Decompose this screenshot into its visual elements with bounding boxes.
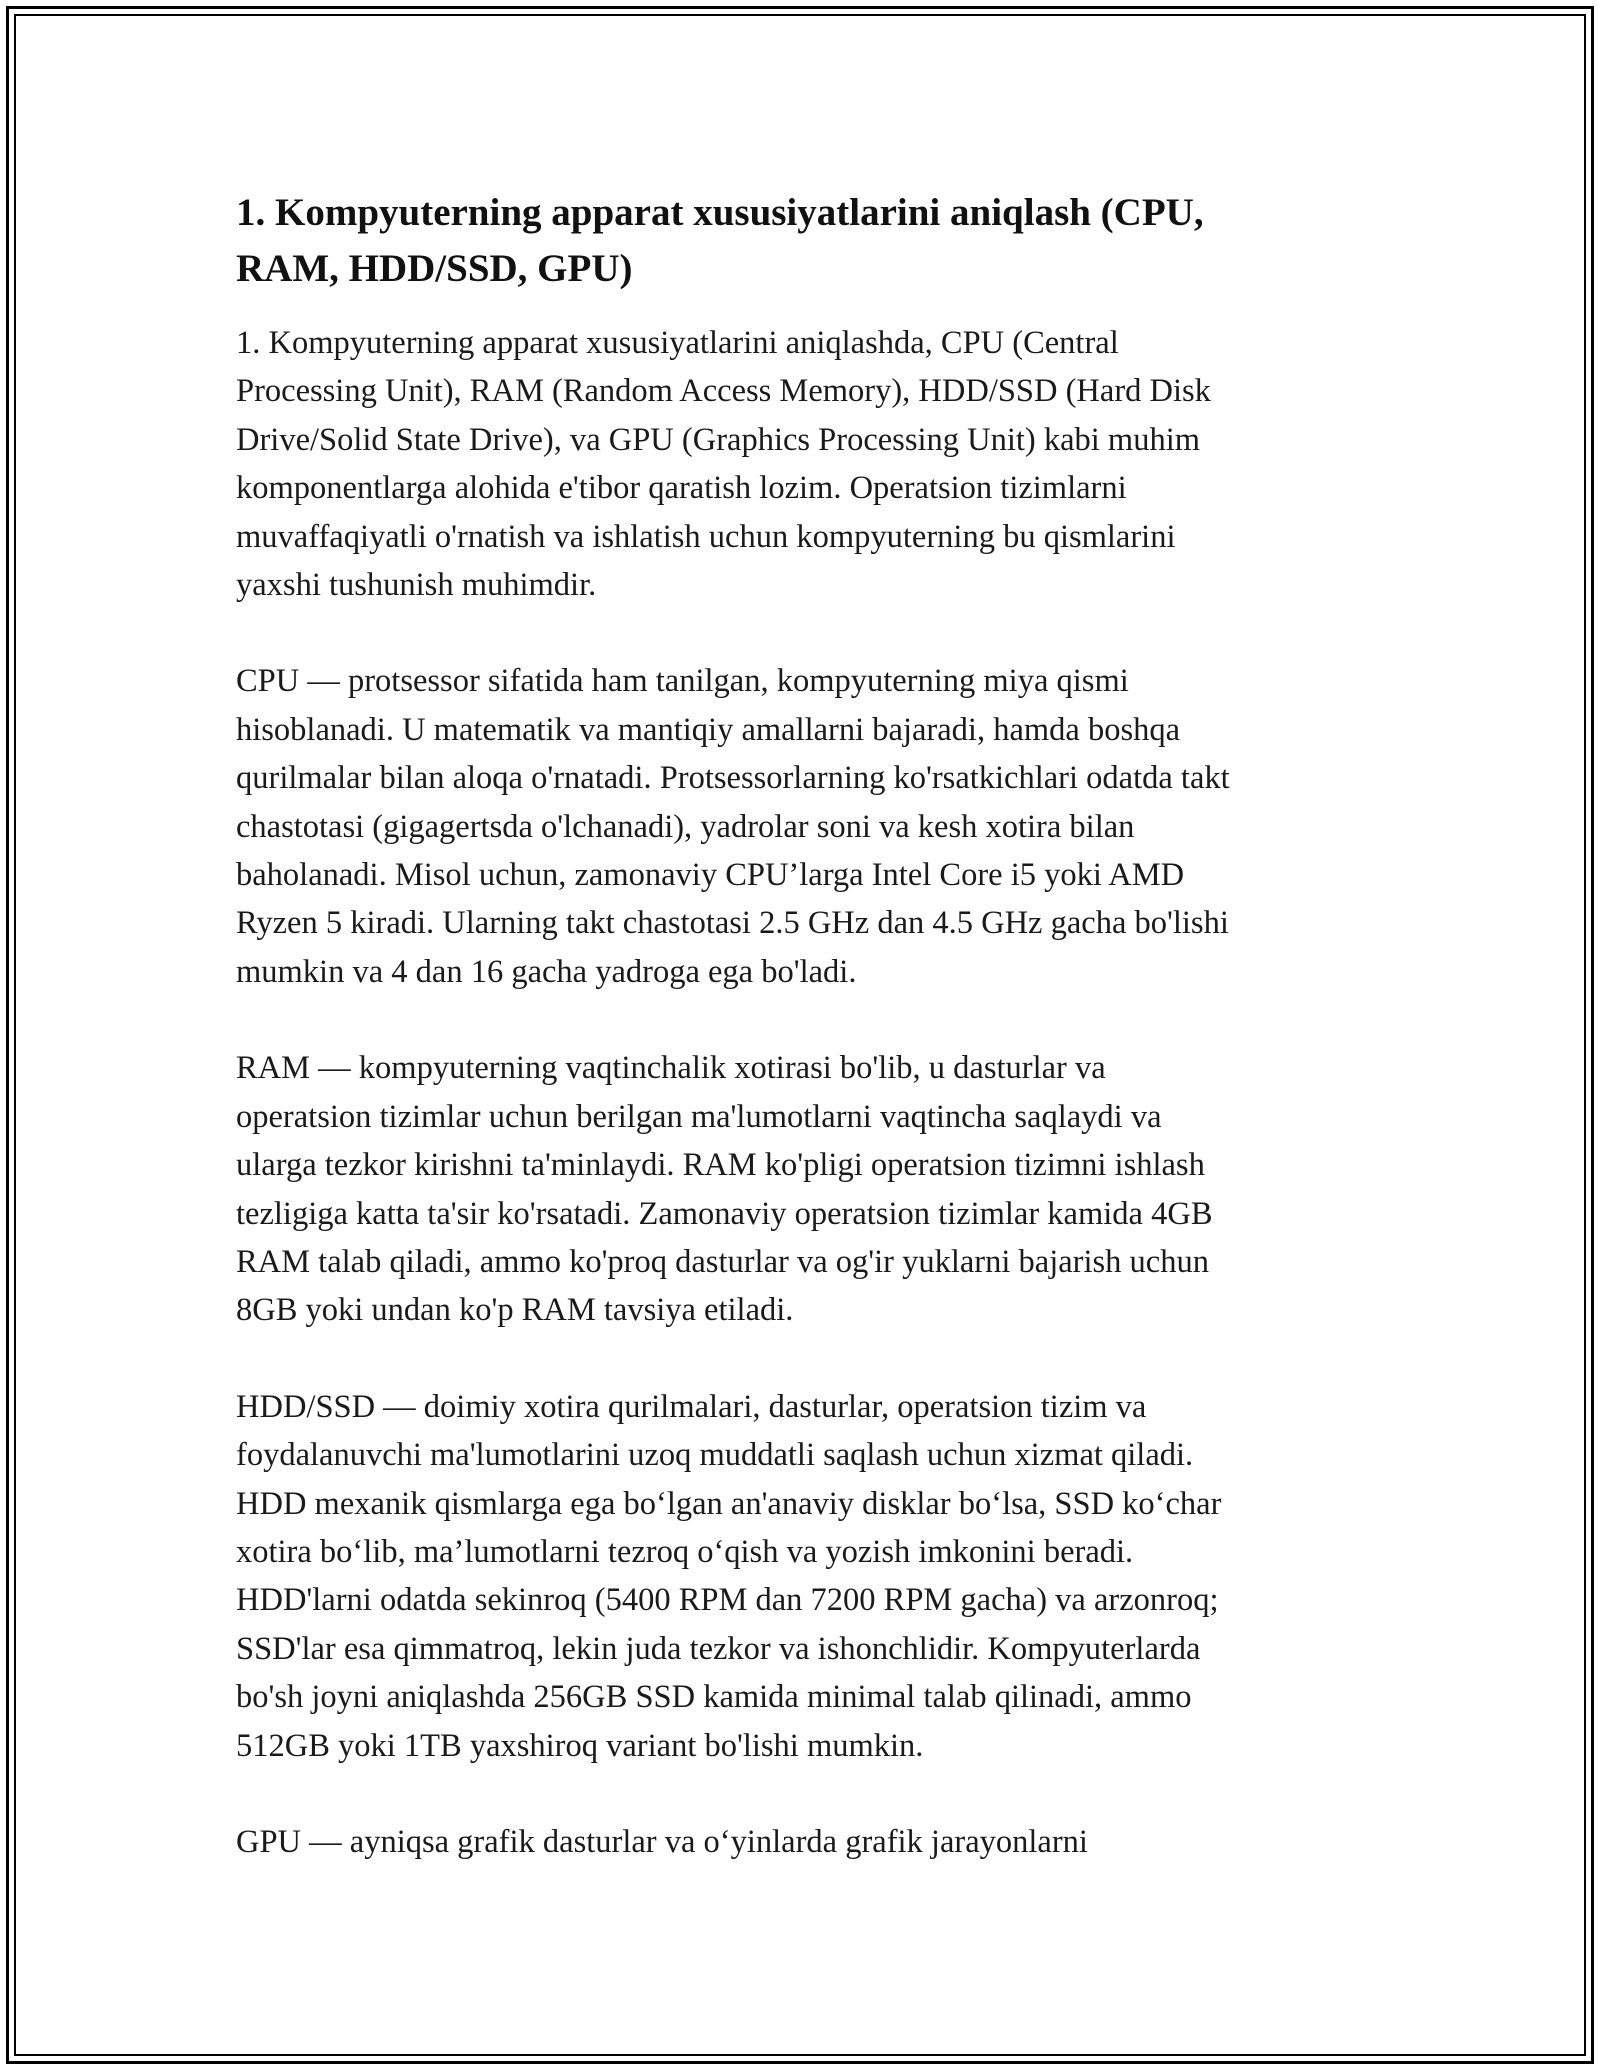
hdd-ssd-paragraph: HDD/SSD — doimiy xotira qurilmalari, dasturlar, operatsion tizim va foydalanuvchi ma'lumotlarini uzoq muddatli saqlash uchun xizmat qiladi. HDD mexanik qismlarga ega bo‘lgan an'anaviy disklar bo‘lsa, SSD ko‘char xotira bo‘lib, ma’lumotlarni tezroq o‘qish va yozish imkonini beradi. HDD'larni odatda sekinroq (5400 RPM dan 7200 RPM gacha) va arzonroq; SSD'lar esa qimmatroq, lekin juda tezkor va ishonchlidir. Kompyuterlarda bo'sh joyni aniqlashda 256GB SSD kamida minimal talab qilinadi, ammo 512GB yoki 1TB yaxshiroq variant bo'lishi mumkin. [236, 1388, 1222, 1764]
ram-paragraph: RAM — kompyuterning vaqtinchalik xotirasi bo'lib, u dasturlar va operatsion tizimlar uchun berilgan ma'lumotlarni vaqtincha saqlaydi va ularga tezkor kirishni ta'minlaydi. RAM ko'pligi operatsion tizimni ishlash tezligiga katta ta'sir ko'rsatadi. Zamonaviy operatsion tizimlar kamida 4GB RAM talab qiladi, ammo ko'proq dasturlar va og'ir yuklarni bajarish uchun 8GB yoki undan ko'p RAM tavsiya etiladi. [236, 1050, 1213, 1329]
section-title: 1. Kompyuterning apparat xususiyatlarini aniqlash (CPU, RAM, HDD/SSD, GPU) [236, 191, 1204, 290]
document-body [236, 185, 1376, 1914]
cpu-paragraph: CPU — protsessor sifatida ham tanilgan, kompyuterning miya qismi hisoblanadi. U matematik va mantiqiy amallarni bajaradi, hamda boshqa qurilmalar bilan aloqa o'rnatadi. Protsessorlarning ko'rsatkichlari odatda takt chastotasi (gigagertsda o'lchanadi), yadrolar soni va kesh xotira bilan baholanadi. Misol uchun, zamonaviy CPU’larga Intel Core i5 yoki AMD Ryzen 5 kiradi. Ularning takt chastotasi 2.5 GHz dan 4.5 GHz gacha bo'lishi mumkin va 4 dan 16 gacha yadroga ega bo'ladi. [236, 663, 1230, 990]
gpu-paragraph: GPU — ayniqsa grafik dasturlar va o‘yinlarda grafik jarayonlarni [236, 1823, 1088, 1860]
intro-paragraph: 1. Kompyuterning apparat xususiyatlarini aniqlashda, CPU (Central Processing Unit), RAM (Random Access Memory), HDD/SSD (Hard Disk Drive/Solid State Drive), va GPU (Graphics Processing Unit) kabi muhim komponentlarga alohida e'tibor qaratish lozim. Operatsion tizimlarni muvaffaqiyatli o'rnatish va ishlatish uchun kompyuterning bu qismlarini yaxshi tushunish muhimdir. [236, 325, 1211, 604]
